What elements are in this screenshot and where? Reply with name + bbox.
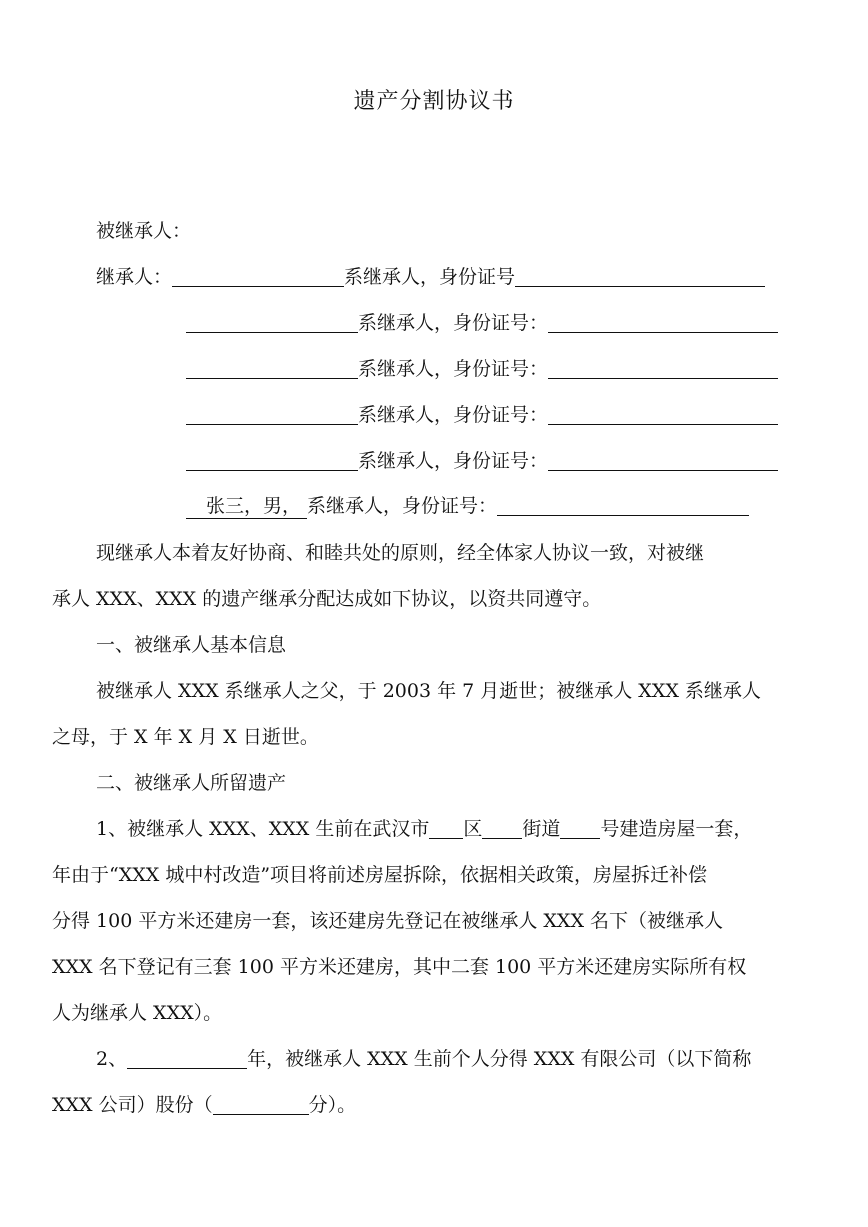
- document-title: 遗产分割协议书: [353, 89, 515, 114]
- id-number-blank: [548, 400, 778, 425]
- street-blank: [482, 814, 522, 839]
- id-number-blank: [497, 491, 749, 516]
- heir-row: [186, 308, 868, 338]
- item1-first-line: 1、被继承人 XXX、XXX 生前在武汉市 区 街道 号建造房屋一套，: [52, 806, 812, 852]
- item2-first-line: 2、 年，被继承人 XXX 生前个人分得 XXX 有限公司（以下简称: [52, 1036, 812, 1082]
- heir-name-blank: [186, 308, 358, 333]
- heir-relation: 系继承人，身份证号：: [358, 358, 549, 380]
- id-number-blank: [515, 262, 765, 287]
- district-blank: [429, 814, 463, 839]
- intro-line: 承人 XXX、XXX 的遗产继承分配达成如下协议，以资共同遵守。: [52, 588, 602, 610]
- heir-relation: 系继承人，身份证号：: [358, 404, 549, 426]
- heir-name-blank: [186, 446, 358, 471]
- section-heading: 一、被继承人基本信息: [96, 634, 287, 656]
- heir-relation: 系继承人，身份证号：: [358, 450, 549, 472]
- named-heir-name: 张三，男，: [186, 494, 307, 519]
- heir-name-blank: [186, 400, 358, 425]
- item1-line: XXX 名下登记有三套 100 平方米还建房，其中二套 100 平方米还建房实际所有权: [52, 956, 747, 978]
- intro-line: 现继承人本着友好协商、和睦共处的原则，经全体家人协议一致，对被继: [96, 542, 705, 564]
- shares-blank: [213, 1090, 309, 1115]
- decedent-label: 被继承人：: [96, 220, 192, 242]
- decedent-line: [96, 216, 856, 246]
- heir-relation: 系继承人，身份证号：: [358, 312, 549, 334]
- named-heir-relation: 系继承人，身份证号：: [307, 495, 498, 517]
- heir-row: [186, 400, 868, 430]
- section-heading: 二、被继承人所留遗产: [96, 772, 287, 794]
- heir-name-blank: [172, 262, 344, 287]
- heir-row: [96, 262, 856, 292]
- heir-label: 继承人：: [96, 266, 173, 288]
- item2-second-line: XXX 公司）股份（ 分）。: [52, 1082, 812, 1128]
- item1-paragraph: [52, 806, 812, 1036]
- item1-line: 人为继承人 XXX）。: [52, 1002, 223, 1024]
- id-number-blank: [548, 446, 778, 471]
- id-number-blank: [548, 308, 778, 333]
- year-blank: [127, 1044, 247, 1069]
- heir-row: [186, 446, 868, 476]
- named-heir-row: [186, 491, 868, 521]
- heir-relation: 系继承人，身份证号: [344, 266, 516, 288]
- heir-name-blank: [186, 354, 358, 379]
- heir-row: [186, 354, 868, 384]
- item1-line: 年由于“XXX 城中村改造”项目将前述房屋拆除，依据相关政策，房屋拆迁补偿: [52, 864, 708, 886]
- section1-line: 被继承人 XXX 系继承人之父，于 2003 年 7 月逝世；被继承人 XXX 系继承人: [96, 680, 761, 702]
- item1-line: 分得 100 平方米还建房一套，该还建房先登记在被继承人 XXX 名下（被继承人: [52, 910, 724, 932]
- section1-line: 之母，于 X 年 X 月 X 日逝世。: [52, 726, 319, 748]
- intro-paragraph: [52, 530, 812, 622]
- item2-paragraph: [52, 1036, 812, 1128]
- id-number-blank: [548, 354, 778, 379]
- house-number-blank: [560, 814, 600, 839]
- section1-paragraph: [52, 668, 812, 760]
